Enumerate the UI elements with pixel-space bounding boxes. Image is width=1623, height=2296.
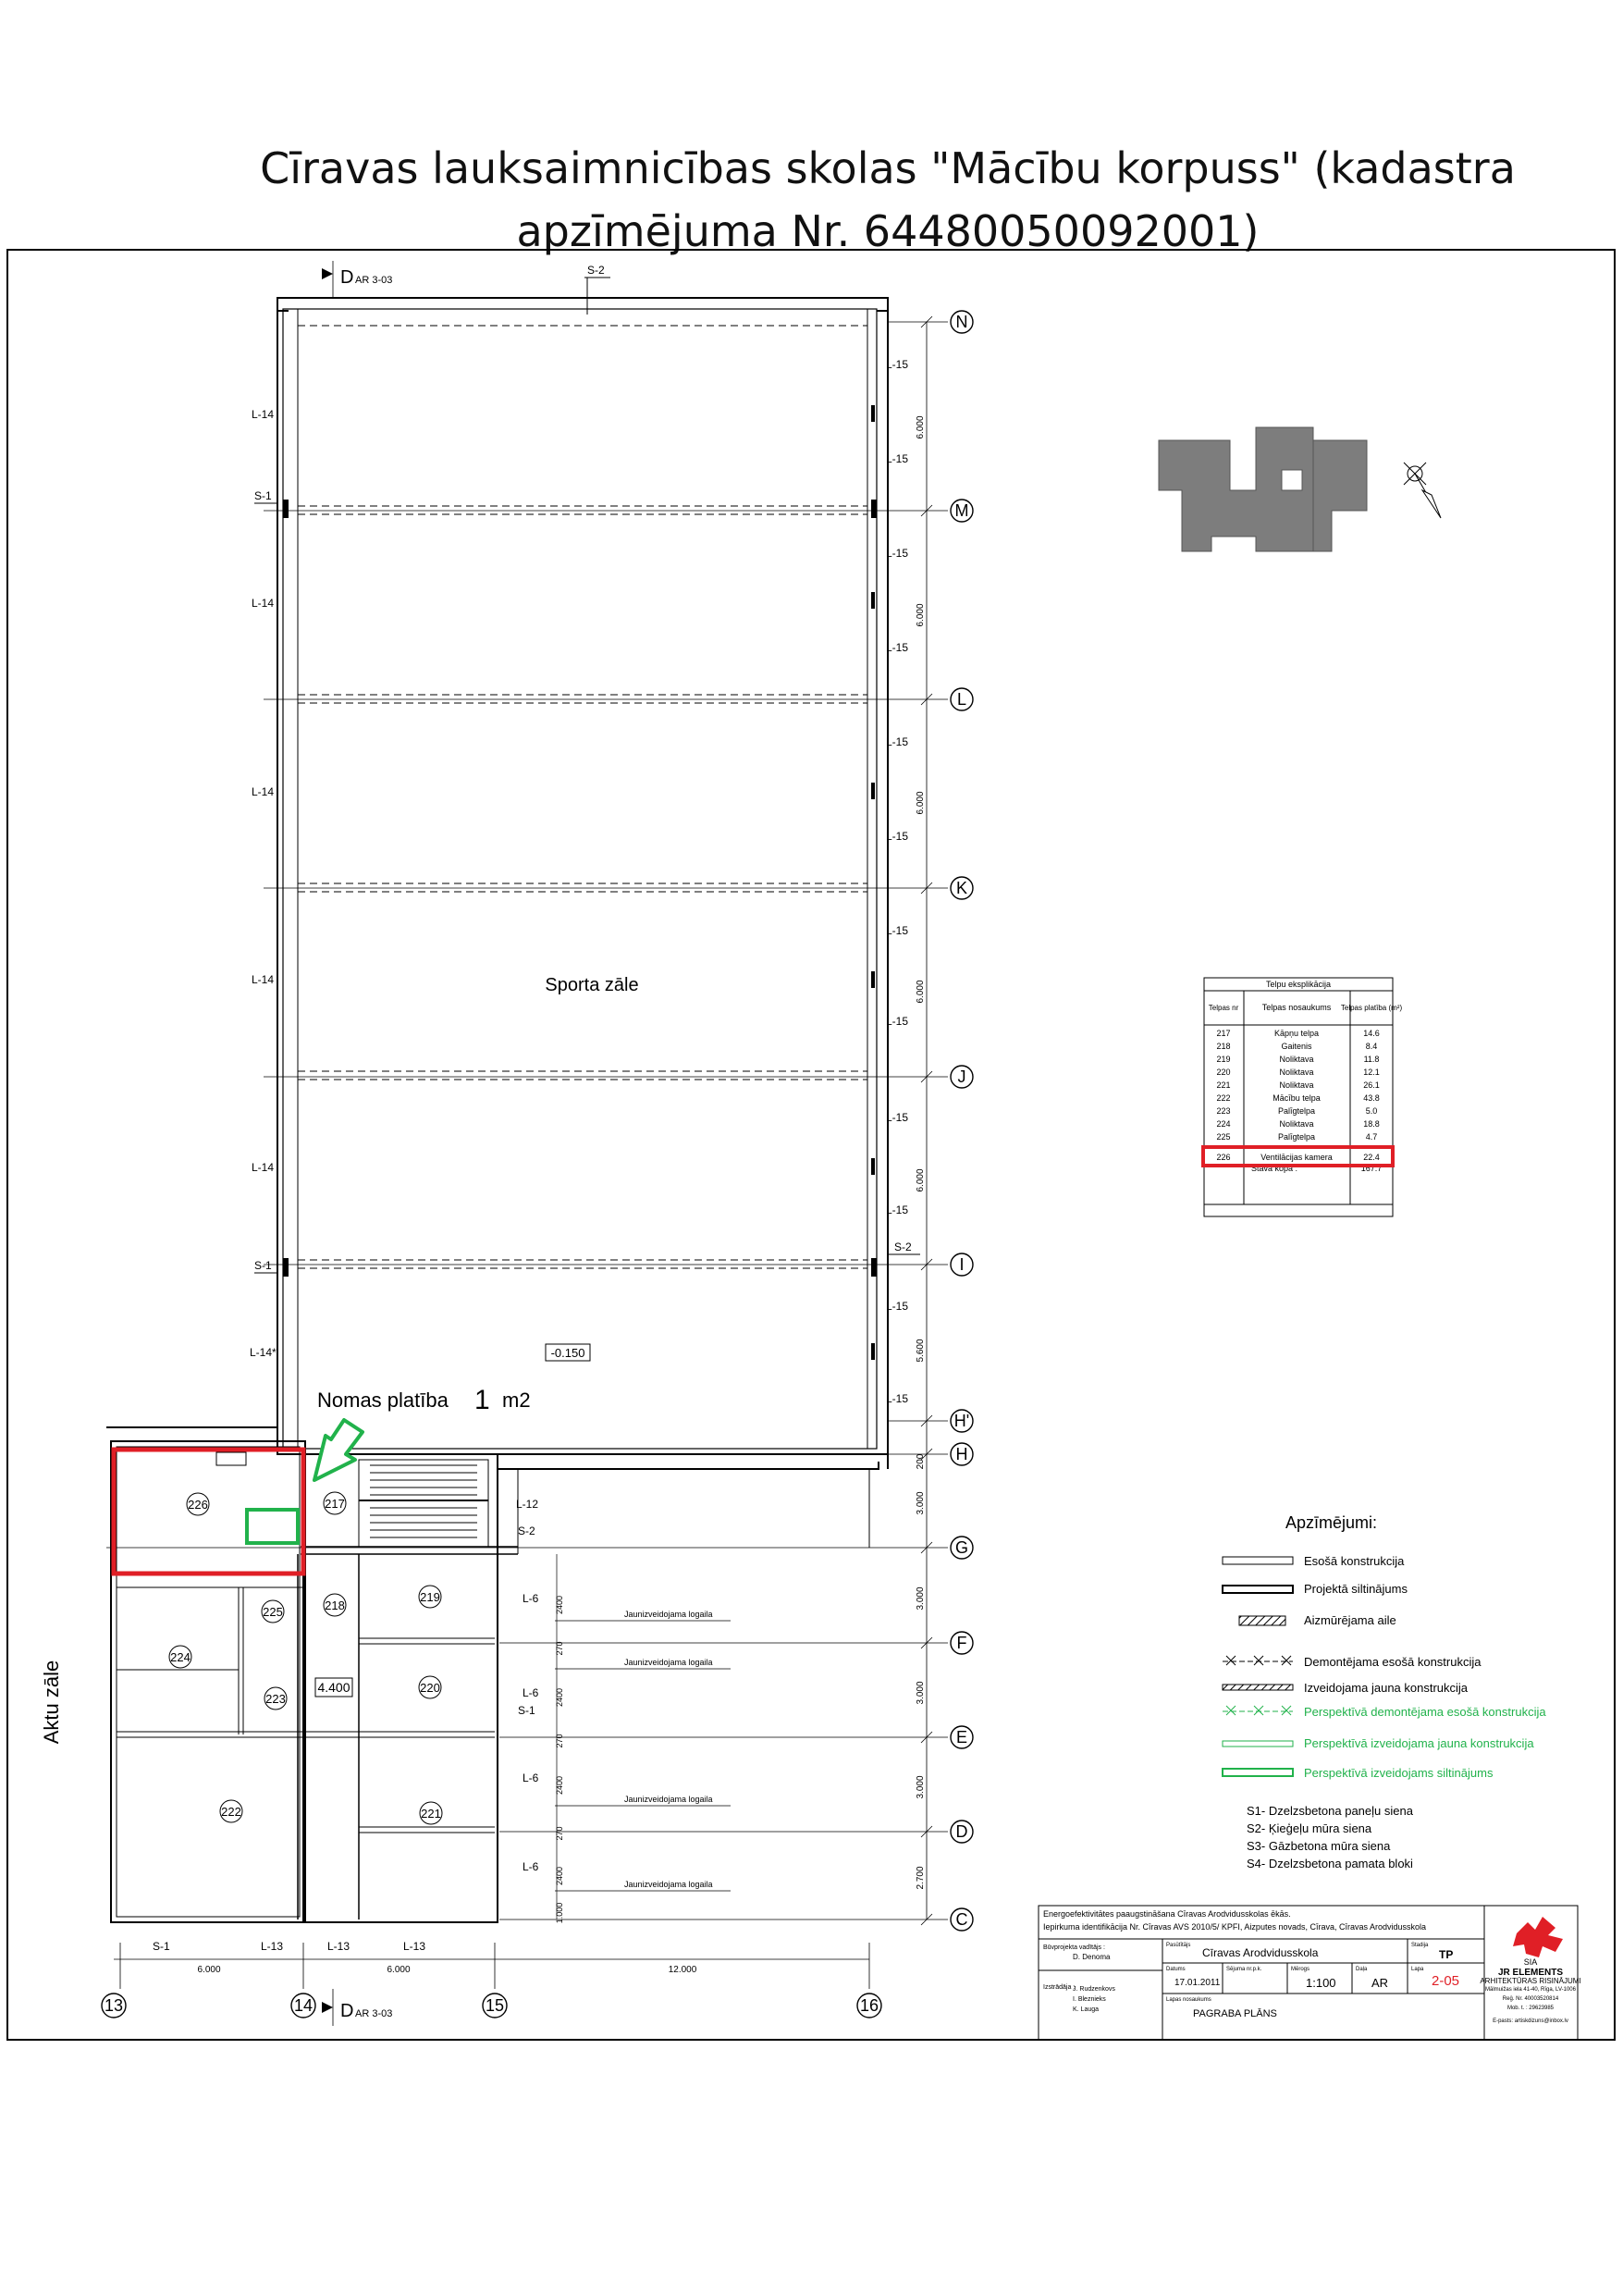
svg-text:Perspektīvā izveidojama jauna: Perspektīvā izveidojama jauna konstrukcija (1304, 1736, 1534, 1750)
room-219 (419, 1586, 441, 1608)
svg-text:22.4: 22.4 (1363, 1153, 1380, 1162)
svg-text:L-15: L-15 (886, 1015, 909, 1028)
svg-text:12.1: 12.1 (1363, 1068, 1380, 1077)
svg-text:H: H (955, 1445, 968, 1463)
dim-text: 3.000 (916, 1681, 926, 1705)
svg-text:H': H' (953, 1412, 970, 1430)
svg-text:Palīgtelpa: Palīgtelpa (1277, 1106, 1316, 1116)
column-axis-markers (102, 1994, 881, 2018)
axis-marker-N (951, 311, 973, 333)
svg-text:221: 221 (421, 1807, 441, 1821)
section-marker-bottom (322, 2001, 392, 2021)
svg-text:Stāvā kopā :: Stāvā kopā : (1250, 1164, 1298, 1173)
svg-text:F: F (956, 1634, 967, 1652)
svg-text:Mālmuižas iela 41-40, Rīga, LV: Mālmuižas iela 41-40, Rīga, LV-1006 (1485, 1987, 1576, 1993)
dim-text: 6.000 (916, 791, 926, 815)
svg-text:Būvprojekta vadītājs :: Būvprojekta vadītājs : (1043, 1944, 1105, 1951)
svg-text:AR 3-03: AR 3-03 (355, 275, 393, 286)
svg-text:L-6: L-6 (523, 1592, 539, 1605)
dim-text: 6.000 (916, 603, 926, 627)
svg-text:223: 223 (265, 1692, 286, 1706)
svg-text:JR ELEMENTS: JR ELEMENTS (1497, 1968, 1564, 1978)
dim-text: 5.600 (916, 1339, 926, 1363)
axis-marker-K (951, 877, 973, 899)
room-224 (169, 1646, 191, 1668)
svg-text:L-12: L-12 (516, 1498, 539, 1511)
svg-text:Mērogs: Mērogs (1291, 1967, 1310, 1972)
svg-text:17.01.2011: 17.01.2011 (1174, 1978, 1221, 1988)
svg-text:Mācību telpa: Mācību telpa (1273, 1093, 1321, 1103)
svg-text:Daļa: Daļa (1356, 1967, 1368, 1972)
company-logo-icon (1513, 1917, 1563, 1957)
title-line-1: Cīravas lauksaimnicības skolas "Mācību korpuss" (kadastra (260, 143, 1516, 193)
svg-text:L-14: L-14 (252, 973, 275, 986)
svg-text:220: 220 (420, 1681, 440, 1695)
header-name: Telpas nosaukums (1261, 1003, 1332, 1012)
svg-text:m2: m2 (502, 1389, 531, 1412)
svg-text:G: G (954, 1538, 969, 1557)
svg-text:270: 270 (555, 1826, 564, 1841)
svg-text:S-2: S-2 (894, 1241, 912, 1253)
axis-marker-J (951, 1066, 973, 1088)
svg-text:S-1: S-1 (254, 489, 272, 502)
dim-text: 2.700 (916, 1866, 926, 1890)
axis-marker-13 (102, 1994, 126, 2018)
explication-table (1203, 978, 1402, 1216)
right-dimensions (916, 415, 926, 1889)
svg-text:D: D (340, 2001, 354, 2021)
svg-text:D. Denoma: D. Denoma (1073, 1953, 1111, 1961)
svg-text:D: D (340, 267, 354, 288)
header-nr: Telpas nr (1208, 1004, 1239, 1012)
svg-text:217: 217 (1216, 1029, 1231, 1038)
legend-symbols (1223, 1557, 1293, 1776)
axis-marker-E (951, 1726, 973, 1748)
legend-labels (1304, 1554, 1546, 1780)
room-225 (262, 1600, 284, 1623)
svg-text:S-1: S-1 (153, 1940, 170, 1953)
svg-text:218: 218 (325, 1599, 345, 1612)
svg-text:S-2: S-2 (518, 1524, 535, 1537)
svg-text:PAGRABA PLĀNS: PAGRABA PLĀNS (1193, 2008, 1277, 2019)
rent-area-label (317, 1385, 531, 1415)
axis-marker-D (951, 1821, 973, 1843)
dim-text: 3.000 (916, 1775, 926, 1799)
svg-text:Izveidojama jauna konstrukcija: Izveidojama jauna konstrukcija (1304, 1681, 1469, 1695)
svg-text:43.8: 43.8 (1363, 1093, 1380, 1103)
svg-text:AR: AR (1371, 1976, 1389, 1990)
svg-text:S-2: S-2 (587, 264, 605, 277)
svg-text:Perspektīvā izveidojams siltin: Perspektīvā izveidojams siltinājums (1304, 1766, 1494, 1780)
north-arrow-icon (1404, 463, 1441, 518)
svg-text:217: 217 (325, 1497, 345, 1511)
svg-text:8.4: 8.4 (1365, 1042, 1378, 1051)
rent-area-marker (247, 1510, 298, 1543)
header-area: Telpas platība (m²) (1340, 1004, 1403, 1012)
svg-text:L-15: L-15 (886, 1111, 909, 1124)
svg-text:TP: TP (1439, 1948, 1454, 1961)
svg-text:224: 224 (170, 1650, 191, 1664)
svg-text:I. Bleznieks: I. Bleznieks (1073, 1996, 1106, 2003)
window-notes (555, 1610, 731, 1891)
legend-title: Apzīmējumi: (1285, 1513, 1378, 1532)
axis-marker-15 (483, 1994, 507, 2018)
svg-text:26.1: 26.1 (1363, 1080, 1380, 1090)
svg-text:E-pasts: artiskdizuns@inbox.lv: E-pasts: artiskdizuns@inbox.lv (1493, 2018, 1568, 2024)
arrow-icon (314, 1420, 363, 1480)
svg-text:N: N (955, 313, 968, 331)
svg-text:AR 3-03: AR 3-03 (355, 2008, 393, 2019)
svg-text:226: 226 (1216, 1153, 1231, 1162)
svg-text:Ventilācijas kamera: Ventilācijas kamera (1260, 1153, 1333, 1162)
svg-text:270: 270 (555, 1734, 564, 1748)
bottom-dimensions (114, 1959, 869, 1975)
svg-text:14: 14 (293, 1996, 314, 2015)
svg-text:C: C (955, 1910, 968, 1929)
axis-marker-G (951, 1537, 973, 1559)
svg-text:2400: 2400 (555, 1687, 564, 1708)
svg-text:Cīravas Arodvidusskola: Cīravas Arodvidusskola (1202, 1946, 1319, 1959)
svg-text:Perspektīvā demontējama esošā: Perspektīvā demontējama esošā konstrukcija (1304, 1705, 1546, 1719)
svg-text:Jaunizveidojama logaila: Jaunizveidojama logaila (624, 1880, 713, 1889)
room-222 (220, 1800, 242, 1822)
svg-text:Kāpņu telpa: Kāpņu telpa (1273, 1029, 1320, 1038)
svg-text:Pasūtītājs: Pasūtītājs (1166, 1943, 1191, 1948)
svg-text:225: 225 (263, 1605, 283, 1619)
room-217 (324, 1492, 346, 1514)
axis-marker-M (951, 500, 973, 522)
dim-text: 6.000 (916, 1168, 926, 1192)
axis-marker-16 (857, 1994, 881, 2018)
svg-text:14.6: 14.6 (1363, 1029, 1380, 1038)
svg-text:Energoefektivitātes paaugstinā: Energoefektivitātes paaugstināšana Cīravas Arodvidusskolas ēkās. (1043, 1909, 1291, 1919)
axis-lines (106, 261, 948, 2026)
svg-text:L-13: L-13 (261, 1940, 284, 1953)
svg-text:Datums: Datums (1166, 1967, 1186, 1972)
svg-text:E: E (955, 1728, 968, 1747)
room-223 (264, 1687, 287, 1710)
svg-text:15: 15 (485, 1996, 505, 2015)
wall-type-list (1247, 1804, 1414, 1870)
svg-text:S-1: S-1 (254, 1259, 272, 1272)
svg-text:1: 1 (474, 1385, 490, 1415)
svg-text:18.8: 18.8 (1363, 1119, 1380, 1129)
axis-marker-I (951, 1253, 973, 1276)
svg-text:Nomas platība: Nomas platība (317, 1389, 449, 1412)
svg-text:K: K (955, 879, 968, 897)
svg-text:S-1: S-1 (518, 1704, 535, 1717)
svg-text:1:100: 1:100 (1306, 1976, 1336, 1990)
svg-text:K. Lauga: K. Lauga (1073, 2006, 1100, 2013)
svg-text:L-14: L-14 (252, 408, 275, 421)
dim-text: 6.000 (916, 980, 926, 1004)
svg-text:S3- Gāzbetona mūra siena: S3- Gāzbetona mūra siena (1247, 1839, 1391, 1853)
vent-opening (216, 1452, 246, 1465)
svg-text:L-15: L-15 (886, 830, 909, 843)
axis-marker-H-prime (951, 1410, 973, 1432)
axis-marker-14 (291, 1994, 315, 2018)
svg-text:Noliktava: Noliktava (1279, 1055, 1314, 1064)
svg-text:13: 13 (104, 1996, 124, 2015)
svg-text:S4- Dzelzsbetona pamata bloki: S4- Dzelzsbetona pamata bloki (1247, 1857, 1413, 1870)
level-mark: -0.150 (550, 1346, 585, 1360)
svg-text:16: 16 (859, 1996, 879, 2015)
svg-text:226: 226 (188, 1498, 208, 1512)
dim-text: 6.000 (916, 415, 926, 439)
svg-text:L-15: L-15 (886, 924, 909, 937)
svg-text:Jaunizveidojama logaila: Jaunizveidojama logaila (624, 1658, 713, 1667)
svg-text:Noliktava: Noliktava (1279, 1080, 1314, 1090)
svg-text:222: 222 (221, 1805, 241, 1819)
svg-text:L-6: L-6 (523, 1686, 539, 1699)
axis-marker-H (951, 1443, 973, 1465)
svg-text:Lapas nosaukums: Lapas nosaukums (1166, 1997, 1211, 2003)
svg-text:4.7: 4.7 (1365, 1132, 1378, 1142)
sport-hall-walls (277, 298, 888, 1454)
site-key-plan (1159, 427, 1367, 551)
explication-title: Telpu eksplikācija (1265, 980, 1332, 989)
svg-text:L-14: L-14 (252, 1161, 275, 1174)
svg-text:S2- Ķieģeļu mūra siena: S2- Ķieģeļu mūra siena (1247, 1821, 1372, 1835)
svg-text:167.7: 167.7 (1360, 1164, 1383, 1173)
svg-text:L-13: L-13 (327, 1940, 350, 1953)
svg-text:L-15: L-15 (886, 1204, 909, 1216)
aktu-zale-label: Aktu zāle (40, 1660, 63, 1745)
room-220 (419, 1676, 441, 1698)
section-marker-top (322, 267, 392, 288)
svg-text:219: 219 (420, 1590, 440, 1604)
svg-text:5.0: 5.0 (1365, 1106, 1378, 1116)
svg-text:220: 220 (1216, 1068, 1231, 1077)
svg-text:Demontējama esošā konstrukcija: Demontējama esošā konstrukcija (1304, 1655, 1482, 1669)
svg-text:6.000: 6.000 (197, 1965, 221, 1975)
axis-marker-L (951, 688, 973, 710)
svg-text:2400: 2400 (555, 1866, 564, 1886)
svg-text:Sējuma nr.p.k.: Sējuma nr.p.k. (1226, 1967, 1262, 1972)
room-221 (420, 1802, 442, 1824)
svg-text:11.8: 11.8 (1363, 1055, 1380, 1064)
svg-text:Noliktava: Noliktava (1279, 1068, 1314, 1077)
svg-text:221: 221 (1216, 1080, 1231, 1090)
svg-text:Mob. t. : 29623985: Mob. t. : 29623985 (1506, 2006, 1555, 2011)
svg-text:218: 218 (1216, 1042, 1231, 1051)
level-mark-2: 4.400 (317, 1680, 350, 1695)
svg-text:Izstrādāja :: Izstrādāja : (1043, 1984, 1076, 1991)
svg-text:J. Rudzenkovs: J. Rudzenkovs (1073, 1986, 1115, 1993)
svg-text:S1- Dzelzsbetona paneļu siena: S1- Dzelzsbetona paneļu siena (1247, 1804, 1413, 1818)
svg-text:Aizmūrējama aile: Aizmūrējama aile (1304, 1613, 1396, 1627)
wall-ticks (283, 405, 877, 1360)
svg-text:L-14: L-14 (252, 597, 275, 610)
svg-text:Reģ. Nr. 40003520814: Reģ. Nr. 40003520814 (1502, 1996, 1559, 2002)
legend (1223, 1513, 1546, 1870)
svg-text:ARHITEKTŪRAS RISINĀJUMI: ARHITEKTŪRAS RISINĀJUMI (1480, 1977, 1581, 1985)
dim-text: 200 (916, 1453, 926, 1470)
svg-text:1.000: 1.000 (555, 1902, 564, 1924)
svg-text:222: 222 (1216, 1093, 1231, 1103)
svg-text:224: 224 (1216, 1119, 1231, 1129)
svg-text:L-15: L-15 (886, 1300, 909, 1313)
room-218 (324, 1594, 346, 1616)
svg-text:L-15: L-15 (886, 735, 909, 748)
svg-text:Lapa: Lapa (1411, 1967, 1424, 1972)
svg-text:12.000: 12.000 (668, 1965, 697, 1975)
svg-text:6.000: 6.000 (387, 1965, 411, 1975)
stairs (359, 1460, 488, 1547)
svg-text:L-6: L-6 (523, 1860, 539, 1873)
svg-text:L-15: L-15 (886, 452, 909, 465)
row-dashed-lines (298, 326, 867, 1268)
svg-text:219: 219 (1216, 1055, 1231, 1064)
svg-text:2-05: 2-05 (1432, 1973, 1460, 1989)
axis-marker-F (951, 1632, 973, 1654)
svg-text:L-15: L-15 (886, 547, 909, 560)
svg-text:L-13: L-13 (403, 1940, 426, 1953)
svg-text:Projektā siltinājums: Projektā siltinājums (1304, 1582, 1408, 1596)
svg-text:I: I (959, 1255, 965, 1274)
svg-text:Noliktava: Noliktava (1279, 1119, 1314, 1129)
svg-text:270: 270 (555, 1641, 564, 1656)
svg-text:Esošā konstrukcija: Esošā konstrukcija (1304, 1554, 1405, 1568)
svg-text:L-14*: L-14* (250, 1346, 277, 1359)
svg-text:Palīgtelpa: Palīgtelpa (1277, 1132, 1316, 1142)
svg-text:L-14: L-14 (252, 785, 275, 798)
svg-text:SIA: SIA (1523, 1957, 1538, 1967)
svg-text:L-15: L-15 (886, 641, 909, 654)
annex-dimensions (555, 1554, 564, 1923)
svg-text:2400: 2400 (555, 1775, 564, 1796)
svg-text:M: M (954, 501, 969, 520)
annex-walls (106, 1427, 888, 1922)
svg-text:L-15: L-15 (886, 358, 909, 371)
svg-text:Gaitenis: Gaitenis (1281, 1042, 1312, 1051)
room-name-sporta: Sporta zāle (545, 975, 639, 995)
axis-marker-C (951, 1908, 973, 1931)
row-axis-markers (951, 311, 973, 1931)
svg-text:Jaunizveidojama logaila: Jaunizveidojama logaila (624, 1795, 713, 1804)
svg-text:J: J (957, 1068, 966, 1086)
svg-text:Stadija: Stadija (1411, 1943, 1429, 1948)
svg-text:L-6: L-6 (523, 1771, 539, 1784)
title-line-2: apzīmējuma Nr. 64480050092001) (516, 206, 1260, 256)
svg-text:Iepirkuma identifikācija Nr. C: Iepirkuma identifikācija Nr. Cīravas AVS 2010/5/ KPFI, Aizputes novads, Cīrava, Cīravas Arodvidusskola (1043, 1922, 1427, 1932)
title-block-text (1043, 1909, 1581, 2024)
dim-text: 3.000 (916, 1491, 926, 1515)
svg-text:2400: 2400 (555, 1595, 564, 1615)
svg-text:Jaunizveidojama logaila: Jaunizveidojama logaila (624, 1610, 713, 1619)
room-226 (187, 1493, 209, 1515)
svg-text:L-15: L-15 (886, 1392, 909, 1405)
svg-text:D: D (955, 1822, 968, 1841)
dim-text: 3.000 (916, 1586, 926, 1611)
svg-text:L: L (956, 690, 967, 709)
svg-text:223: 223 (1216, 1106, 1231, 1116)
svg-text:225: 225 (1216, 1132, 1231, 1142)
